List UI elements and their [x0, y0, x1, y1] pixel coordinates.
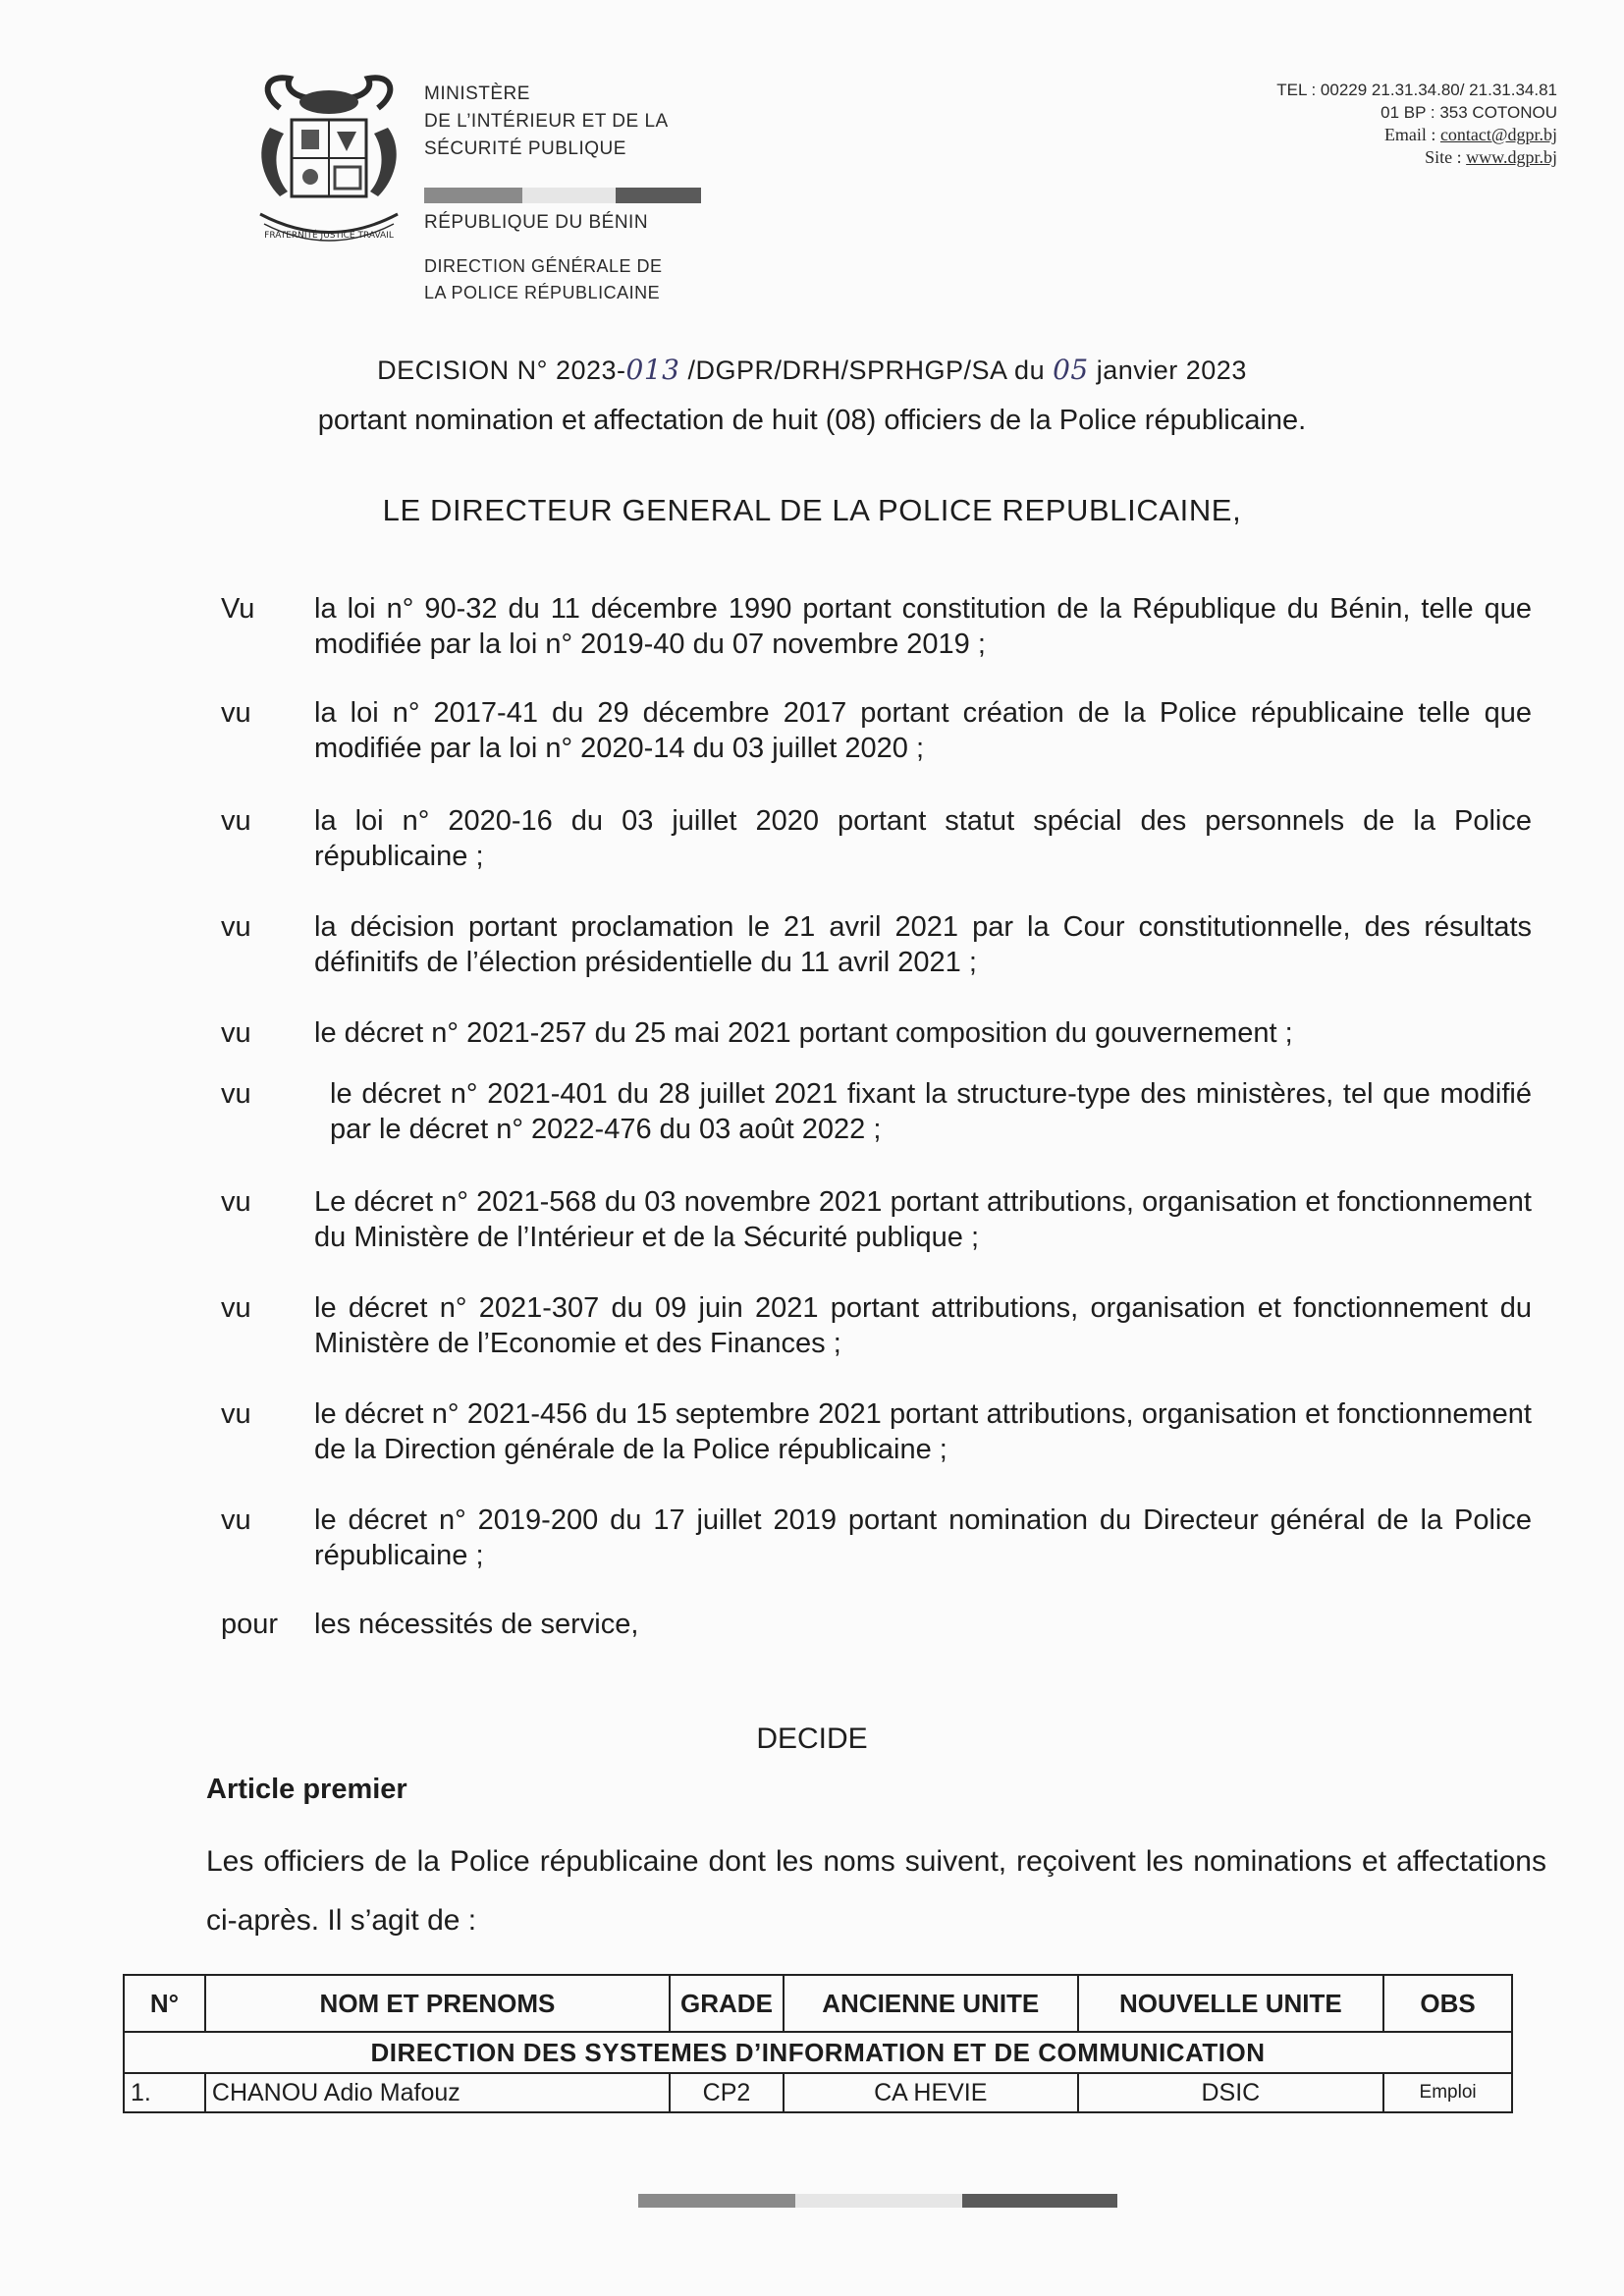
- site-label: Site :: [1425, 147, 1462, 167]
- cell-grade: CP2: [670, 2073, 784, 2112]
- consideration-text: le décret n° 2021-401 du 28 juillet 2021 fixant la structure-type des ministères, tel que modifié par le décret n° 2022-476 du 03 août 2022 ;: [330, 1078, 1532, 1145]
- consideration-item: [221, 1015, 1532, 1051]
- decision-subtitle: portant nomination et affectation de huit (08) officiers de la Police républicaine.: [317, 405, 1307, 436]
- consideration-label: pour: [221, 1609, 279, 1640]
- cell-name: CHANOU Adio Mafouz: [205, 2073, 670, 2112]
- ministry-line: MINISTÈRE: [424, 83, 530, 104]
- consideration-label: vu: [221, 697, 251, 729]
- consideration-text: le décret n° 2021-456 du 15 septembre 2021 portant attributions, organisation et fonctionnement de la Direction générale de la Police républicaine ;: [314, 1398, 1532, 1465]
- decision-suffix: /DGPR/DRH/SPRHGP/SA du: [679, 355, 1054, 385]
- direction-line: LA POLICE RÉPUBLICAINE: [424, 283, 661, 302]
- consideration-label: Vu: [221, 593, 255, 625]
- column-header: OBS: [1383, 1975, 1512, 2032]
- decision-month-year: janvier 2023: [1088, 355, 1247, 385]
- decision-prefix: DECISION N° 2023-: [377, 355, 626, 385]
- consideration-item: [221, 1184, 1532, 1255]
- consideration-text: la loi n° 90-32 du 11 décembre 1990 portant constitution de la République du Bénin, telle que modifiée par la loi n° 2019-40 du 07 novembre 2019 ;: [314, 593, 1532, 660]
- column-header: NOUVELLE UNITE: [1078, 1975, 1384, 2032]
- consideration-text: le décret n° 2019-200 du 17 juillet 2019 portant nomination du Directeur général de la Police républicaine ;: [314, 1504, 1532, 1571]
- column-header: GRADE: [670, 1975, 784, 2032]
- column-header: NOM ET PRENOMS: [205, 1975, 670, 2032]
- consideration-item: [221, 803, 1532, 874]
- article-heading: Article premier: [206, 1774, 407, 1805]
- consideration-item: [221, 1076, 1532, 1147]
- consideration-item: [221, 1290, 1532, 1361]
- table-section-row: [124, 2032, 1512, 2073]
- consideration-item: [221, 1503, 1532, 1573]
- consideration-item: [221, 695, 1532, 766]
- ministry-line: SÉCURITÉ PUBLIQUE: [424, 138, 626, 159]
- column-header: ANCIENNE UNITE: [784, 1975, 1078, 2032]
- director-heading: LE DIRECTEUR GENERAL DE LA POLICE REPUBLICAINE,: [382, 493, 1242, 527]
- coat-of-arms-emblem: [241, 69, 417, 255]
- republic-name: RÉPUBLIQUE DU BÉNIN: [424, 212, 649, 233]
- ministry-name: [424, 81, 669, 163]
- officers-table: [123, 1974, 1513, 2113]
- email-label: Email :: [1383, 125, 1436, 144]
- consideration-item: [221, 591, 1532, 662]
- direction-line: DIRECTION GÉNÉRALE DE: [424, 256, 663, 276]
- contact-block: [1276, 79, 1557, 169]
- direction-name: [424, 253, 663, 306]
- table-row: [124, 2073, 1512, 2112]
- cell-obs: Emploi: [1383, 2073, 1512, 2112]
- cell-new-unit: DSIC: [1078, 2073, 1384, 2112]
- cell-old-unit: CA HEVIE: [784, 2073, 1078, 2112]
- consideration-label: vu: [221, 1017, 251, 1049]
- consideration-label: vu: [221, 805, 251, 837]
- decision-reference: [0, 354, 1624, 386]
- consideration-text: la loi n° 2020-16 du 03 juillet 2020 portant statut spécial des personnels de la Police républicaine ;: [314, 805, 1532, 872]
- consideration-label: vu: [221, 1292, 251, 1324]
- consideration-label: vu: [221, 1186, 251, 1218]
- decision-day-handwritten: 05: [1053, 354, 1089, 386]
- consideration-text: Le décret n° 2021-568 du 03 novembre 2021 portant attributions, organisation et fonctionnement du Ministère de l’Intérieur et de la Sécurité publique ;: [314, 1186, 1532, 1253]
- contact-email-row: [1276, 124, 1557, 146]
- consideration-label: vu: [221, 1398, 251, 1430]
- consideration-label: vu: [221, 1078, 251, 1110]
- contact-site-row: [1276, 146, 1557, 169]
- site-link[interactable]: www.dgpr.bj: [1466, 147, 1557, 167]
- consideration-text: le décret n° 2021-257 du 25 mai 2021 portant composition du gouvernement ;: [314, 1017, 1293, 1049]
- consideration-text: les nécessités de service,: [314, 1609, 639, 1640]
- table-header-row: [124, 1975, 1512, 2032]
- svg-text:FRATERNITÉ JUSTICE TRAVAIL: FRATERNITÉ JUSTICE TRAVAIL: [264, 231, 394, 241]
- contact-bp: 01 BP : 353 COTONOU: [1380, 103, 1557, 122]
- consideration-item: [221, 1607, 1532, 1642]
- decide-heading: DECIDE: [756, 1722, 868, 1755]
- consideration-text: le décret n° 2021-307 du 09 juin 2021 portant attributions, organisation et fonctionnement du Ministère de l’Economie et des Finances ;: [314, 1292, 1532, 1359]
- consideration-text: la décision portant proclamation le 21 avril 2021 par la Cour constitutionnelle, des résultats définitifs de l’élection présidentielle du 11 avril 2021 ;: [314, 911, 1532, 978]
- email-link[interactable]: contact@dgpr.bj: [1439, 125, 1557, 144]
- ministry-line: DE L’INTÉRIEUR ET DE LA: [424, 111, 669, 132]
- footer-flag-bar: [638, 2194, 1117, 2208]
- flag-bar: [424, 188, 701, 203]
- consideration-label: vu: [221, 1504, 251, 1536]
- contact-tel: TEL : 00229 21.31.34.80/ 21.31.34.81: [1276, 81, 1557, 99]
- consideration-label: vu: [221, 911, 251, 943]
- section-title: DIRECTION DES SYSTEMES D’INFORMATION ET DE COMMUNICATION: [124, 2032, 1512, 2073]
- consideration-item: [221, 909, 1532, 980]
- decision-number-handwritten: 013: [625, 354, 680, 386]
- consideration-item: [221, 1396, 1532, 1467]
- cell-number: 1.: [124, 2073, 205, 2112]
- consideration-text: la loi n° 2017-41 du 29 décembre 2017 portant création de la Police républicaine telle que modifiée par la loi n° 2020-14 du 03 juillet 2020 ;: [314, 697, 1532, 764]
- article-text: Les officiers de la Police républicaine dont les noms suivent, reçoivent les nominations et affectations ci-après. Il s’agit de :: [206, 1845, 1546, 1937]
- column-header: N°: [124, 1975, 205, 2032]
